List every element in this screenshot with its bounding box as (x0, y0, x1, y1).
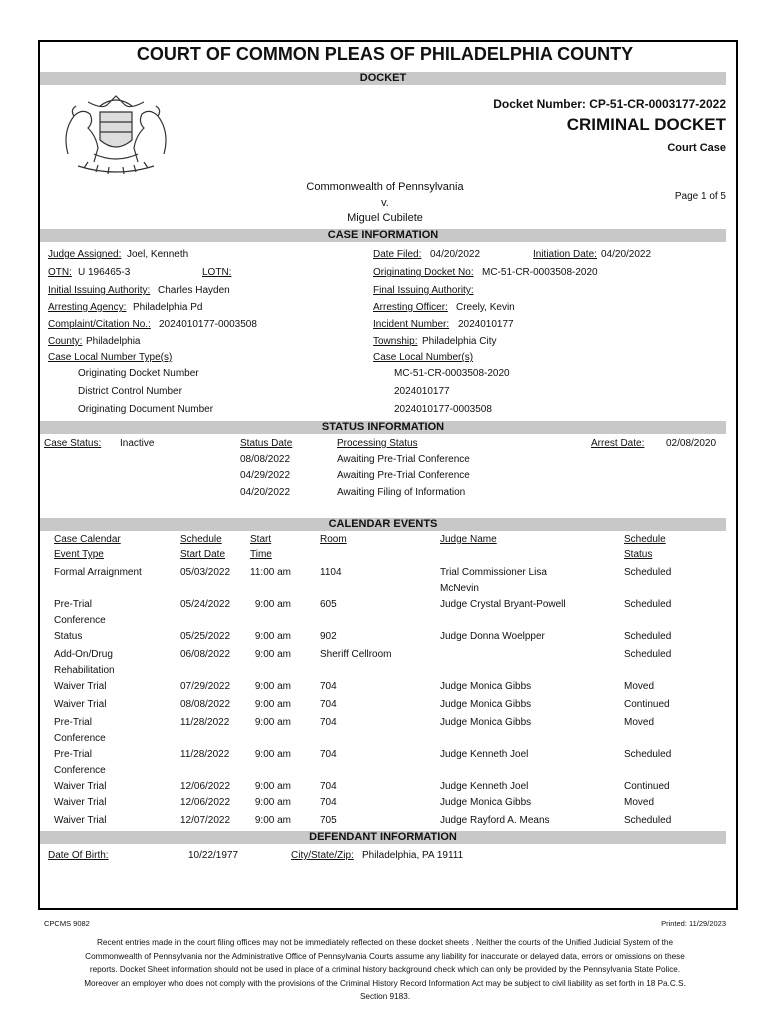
event-type: Waiver Trial (54, 815, 107, 826)
start-time: 9:00 am (254, 781, 291, 792)
start-date: 07/29/2022 (180, 681, 231, 692)
event-type: Waiver Trial (54, 781, 107, 792)
col-event-type: Event Type (54, 549, 104, 560)
event-type: Pre-Trial (54, 749, 92, 760)
arresting-agency-label: Arresting Agency: (48, 302, 127, 313)
status-information-header: STATUS INFORMATION (40, 421, 726, 434)
arresting-agency-value: Philadelphia Pd (133, 302, 203, 313)
judge-value: Joel, Kenneth (127, 249, 189, 260)
col-start-time: Start (250, 534, 272, 545)
start-date: 06/08/2022 (180, 649, 231, 660)
originating-docket-value: MC-51-CR-0003508-2020 (482, 267, 598, 278)
event-type: Formal Arraignment (54, 567, 142, 578)
calendar-events-header: CALENDAR EVENTS (40, 518, 726, 531)
disclaimer-text: Recent entries made in the court filing offices may not be immediately reflected on these docket sheets . Neither the courts of the Unified Judicial System of the Commonwealth of Pennsylvania nor the Administrative Office of Pennsylvania Courts assume any liability for inaccurate or delayed data, errors or omissions on these reports. Docket Sheet information should not be used in place of a criminal history background check which can only be provided by the Pennsylvania State Police. Moreover an employer who does not comply with the provisions of the Criminal History Record Information Act may be subject to civil liability as set forth in 18 Pa.C.S. Section 9183. (84, 938, 686, 1002)
processing-status: Awaiting Pre-Trial Conference (337, 454, 470, 465)
start-date: 05/25/2022 (180, 631, 231, 642)
room: 902 (320, 631, 337, 642)
local-type: Originating Docket Number (78, 368, 199, 379)
arrest-date-value: 02/08/2020 (666, 438, 717, 449)
dob-value: 10/22/1977 (188, 850, 239, 861)
pennsylvania-seal-icon (48, 92, 184, 178)
judge-name: Judge Monica Gibbs (440, 681, 532, 692)
local-numbers-label: Case Local Number(s) (373, 352, 474, 363)
local-types-label: Case Local Number Type(s) (48, 352, 173, 363)
dob-label: Date Of Birth: (48, 850, 109, 861)
schedule-status: Continued (624, 699, 670, 710)
schedule-status: Scheduled (624, 749, 672, 760)
page-number: Page 1 of 5 (674, 191, 726, 202)
local-number: 2024010177-0003508 (394, 404, 492, 415)
room: 704 (320, 681, 337, 692)
caption-versus: v. (381, 197, 389, 209)
start-time: 9:00 am (254, 797, 291, 808)
date-filed-value: 04/20/2022 (430, 249, 481, 260)
case-status-value: Inactive (120, 438, 155, 449)
local-type: District Control Number (78, 386, 182, 397)
col-judge-name: Judge Name (440, 534, 497, 545)
arrest-date-label: Arrest Date: (591, 438, 645, 449)
schedule-status: Scheduled (624, 599, 672, 610)
judge-name: Judge Crystal Bryant-Powell (440, 599, 566, 610)
start-time: 9:00 am (254, 749, 291, 760)
room: 704 (320, 781, 337, 792)
start-date: 12/06/2022 (180, 797, 231, 808)
room: 704 (320, 699, 337, 710)
docket-bar: DOCKET (40, 72, 726, 85)
court-case-label: Court Case (667, 142, 726, 154)
event-type: Add-On/Drug (54, 649, 113, 660)
schedule-status: Scheduled (624, 567, 672, 578)
start-time: 9:00 am (254, 599, 291, 610)
col-schedule-status: Status (624, 549, 653, 560)
status-date: 04/29/2022 (240, 470, 291, 481)
incident-number-label: Incident Number: (373, 319, 450, 330)
caption-defendant: Miguel Cubilete (347, 212, 423, 224)
otn-value: U 196465-3 (78, 267, 131, 278)
event-type: Conference (54, 733, 106, 744)
judge-name: Judge Donna Woelpper (440, 631, 545, 642)
docket-number: Docket Number: CP-51-CR-0003177-2022 (493, 97, 726, 111)
room: 704 (320, 749, 337, 760)
room: 705 (320, 815, 337, 826)
schedule-status: Moved (624, 797, 655, 808)
start-date: 08/08/2022 (180, 699, 231, 710)
judge-name: McNevin (440, 583, 479, 594)
event-type: Waiver Trial (54, 797, 107, 808)
processing-status: Awaiting Filing of Information (337, 487, 466, 498)
local-number: 2024010177 (394, 386, 450, 397)
initiation-date-label: Initiation Date: (533, 249, 597, 260)
county-label: County: (48, 336, 83, 347)
final-issuing-label: Final Issuing Authority: (373, 285, 474, 296)
processing-status-header: Processing Status (337, 438, 418, 449)
event-type: Pre-Trial (54, 717, 92, 728)
processing-status: Awaiting Pre-Trial Conference (337, 470, 470, 481)
start-date: 12/06/2022 (180, 781, 231, 792)
start-time: 9:00 am (254, 631, 291, 642)
schedule-status: Scheduled (624, 649, 672, 660)
complaint-label: Complaint/Citation No.: (48, 319, 151, 330)
room: 1104 (320, 567, 342, 578)
judge-name: Judge Kenneth Joel (440, 749, 529, 760)
event-type: Rehabilitation (54, 665, 115, 676)
judge-name: Judge Kenneth Joel (440, 781, 529, 792)
originating-docket-label: Originating Docket No: (373, 267, 474, 278)
incident-number-value: 2024010177 (458, 319, 514, 330)
col-room: Room (320, 534, 347, 545)
form-number: CPCMS 9082 (44, 919, 90, 928)
initial-issuing-label: Initial Issuing Authority: (48, 285, 151, 296)
start-date: 05/24/2022 (180, 599, 231, 610)
judge-name: Trial Commissioner Lisa (440, 567, 547, 578)
caption-plaintiff: Commonwealth of Pennsylvania (306, 181, 464, 193)
arresting-officer-value: Creely, Kevin (456, 302, 515, 313)
start-time: 9:00 am (254, 649, 291, 660)
court-title: COURT OF COMMON PLEAS OF PHILADELPHIA COUNTY (136, 44, 634, 64)
start-date: 12/07/2022 (180, 815, 231, 826)
city-state-zip-value: Philadelphia, PA 19111 (362, 850, 464, 861)
initiation-date-value: 04/20/2022 (601, 249, 652, 260)
township-label: Township: (373, 336, 418, 347)
start-date: 11/28/2022 (180, 717, 230, 728)
start-date: 11/28/2022 (180, 749, 230, 760)
judge-name: Judge Monica Gibbs (440, 797, 532, 808)
case-status-label: Case Status: (44, 438, 102, 449)
start-time: 11:00 am (250, 567, 291, 578)
city-state-zip-label: City/State/Zip: (291, 850, 354, 861)
local-number: MC-51-CR-0003508-2020 (394, 368, 510, 379)
start-date: 05/03/2022 (180, 567, 231, 578)
schedule-status: Scheduled (624, 631, 672, 642)
case-information-header: CASE INFORMATION (40, 229, 726, 242)
col-start-time: Time (250, 549, 272, 560)
township-value: Philadelphia City (422, 336, 497, 347)
schedule-status: Scheduled (624, 815, 672, 826)
judge-name: Judge Monica Gibbs (440, 717, 532, 728)
event-type: Status (54, 631, 83, 642)
defendant-information-header: DEFENDANT INFORMATION (40, 831, 726, 844)
col-schedule-status: Schedule (624, 534, 666, 545)
room: 704 (320, 797, 337, 808)
complaint-value: 2024010177-0003508 (159, 319, 257, 330)
start-time: 9:00 am (254, 717, 291, 728)
status-date: 04/20/2022 (240, 487, 291, 498)
arresting-officer-label: Arresting Officer: (373, 302, 448, 313)
judge-label: Judge Assigned: (48, 249, 122, 260)
room: 605 (320, 599, 337, 610)
event-type: Pre-Trial (54, 599, 92, 610)
lotn-label: LOTN: (202, 267, 232, 278)
schedule-status: Continued (624, 781, 670, 792)
event-type: Conference (54, 765, 106, 776)
col-start-date: Schedule (180, 534, 222, 545)
printed-date: Printed: 11/29/2023 (661, 919, 726, 928)
local-type: Originating Document Number (78, 404, 214, 415)
room: Sheriff Cellroom (320, 649, 392, 660)
judge-name: Judge Monica Gibbs (440, 699, 532, 710)
initial-issuing-value: Charles Hayden (158, 285, 230, 296)
start-time: 9:00 am (254, 699, 291, 710)
col-event-type: Case Calendar (54, 534, 121, 545)
schedule-status: Moved (624, 717, 655, 728)
event-type: Waiver Trial (54, 681, 107, 692)
room: 704 (320, 717, 337, 728)
judge-name: Judge Rayford A. Means (440, 815, 550, 826)
schedule-status: Moved (624, 681, 655, 692)
county-value: Philadelphia (86, 336, 141, 347)
col-start-date: Start Date (180, 549, 226, 560)
date-filed-label: Date Filed: (373, 249, 422, 260)
start-time: 9:00 am (254, 681, 291, 692)
status-date: 08/08/2022 (240, 454, 291, 465)
otn-label: OTN: (48, 267, 72, 278)
event-type: Waiver Trial (54, 699, 107, 710)
start-time: 9:00 am (254, 815, 291, 826)
event-type: Conference (54, 615, 106, 626)
criminal-docket-title: CRIMINAL DOCKET (566, 115, 726, 134)
status-date-header: Status Date (240, 438, 293, 449)
